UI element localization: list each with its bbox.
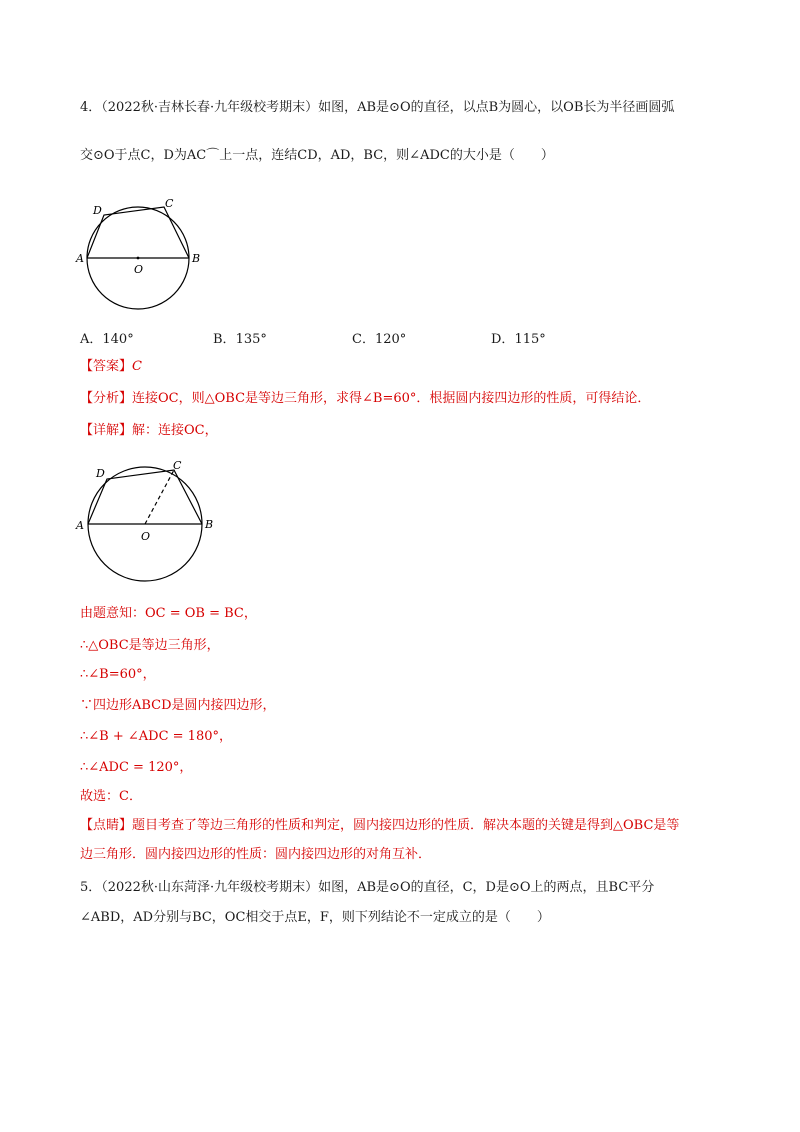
q5-stem-line2: ∠ABD，AD分别与BC，OC相交于点E，F，则下列结论不一定成立的是（ ）	[80, 910, 550, 925]
q4-option-c: C．120°	[352, 332, 407, 347]
q4-answer: 【答案】C	[80, 359, 142, 374]
q4-detail: 【详解】解：连接OC，	[80, 423, 218, 438]
q4-step-1: 由题意知：OC = OB = BC，	[80, 606, 257, 621]
fig2-label-d: D	[96, 467, 105, 480]
q4-step-2: ∴△OBC是等边三角形，	[80, 638, 220, 653]
q4-step-7: 故选：C．	[80, 789, 142, 804]
q5-stem-line1: 5．（2022秋·山东菏泽·九年级校考期末）如图，AB是⊙O的直径，C，D是⊙O上的两点，且BC平分	[80, 880, 655, 895]
q4-stem-line1: 4．（2022秋·吉林长春·九年级校考期末）如图，AB是⊙O的直径，以点B为圆心，以OB长为半径画圆弧	[80, 100, 675, 115]
fig1-label-c: C	[165, 197, 174, 210]
fig2-label-o: O	[141, 530, 151, 543]
figure-circle-2	[70, 457, 220, 587]
q4-option-b: B．135°	[213, 332, 267, 347]
fig2-label-a: A	[76, 519, 84, 532]
q4-option-d: D．115°	[491, 332, 546, 347]
q4-step-6: ∴∠ADC = 120°，	[80, 760, 193, 775]
q4-option-a: A．140°	[80, 332, 134, 347]
q4-step-3: ∴∠B=60°，	[80, 667, 156, 682]
q4-step-4: ∵四边形ABCD是圆内接四边形，	[80, 698, 276, 713]
q4-comment-line2: 边三角形．圆内接四边形的性质：圆内接四边形的对角互补．	[80, 847, 432, 862]
q4-step-5: ∴∠B + ∠ADC = 180°，	[80, 729, 232, 744]
fig1-label-d: D	[93, 204, 102, 217]
fig2-label-c: C	[173, 459, 182, 472]
fig1-label-a: A	[76, 252, 84, 265]
fig1-label-o: O	[134, 263, 144, 276]
figure-circle-1	[70, 195, 220, 315]
fig2-label-b: B	[205, 518, 214, 531]
q4-stem-line2: 交⊙O于点C，D为AC⌒上一点，连结CD，AD，BC，则∠ADC的大小是（ ）	[80, 148, 554, 163]
q4-analysis: 【分析】连接OC，则△OBC是等边三角形，求得∠B=60°．根据圆内接四边形的性质，可得结论．	[80, 391, 651, 406]
q4-comment-line1: 【点睛】题目考查了等边三角形的性质和判定，圆内接四边形的性质．解决本题的关键是得到△OBC是等	[80, 818, 680, 833]
fig1-label-b: B	[192, 252, 201, 265]
